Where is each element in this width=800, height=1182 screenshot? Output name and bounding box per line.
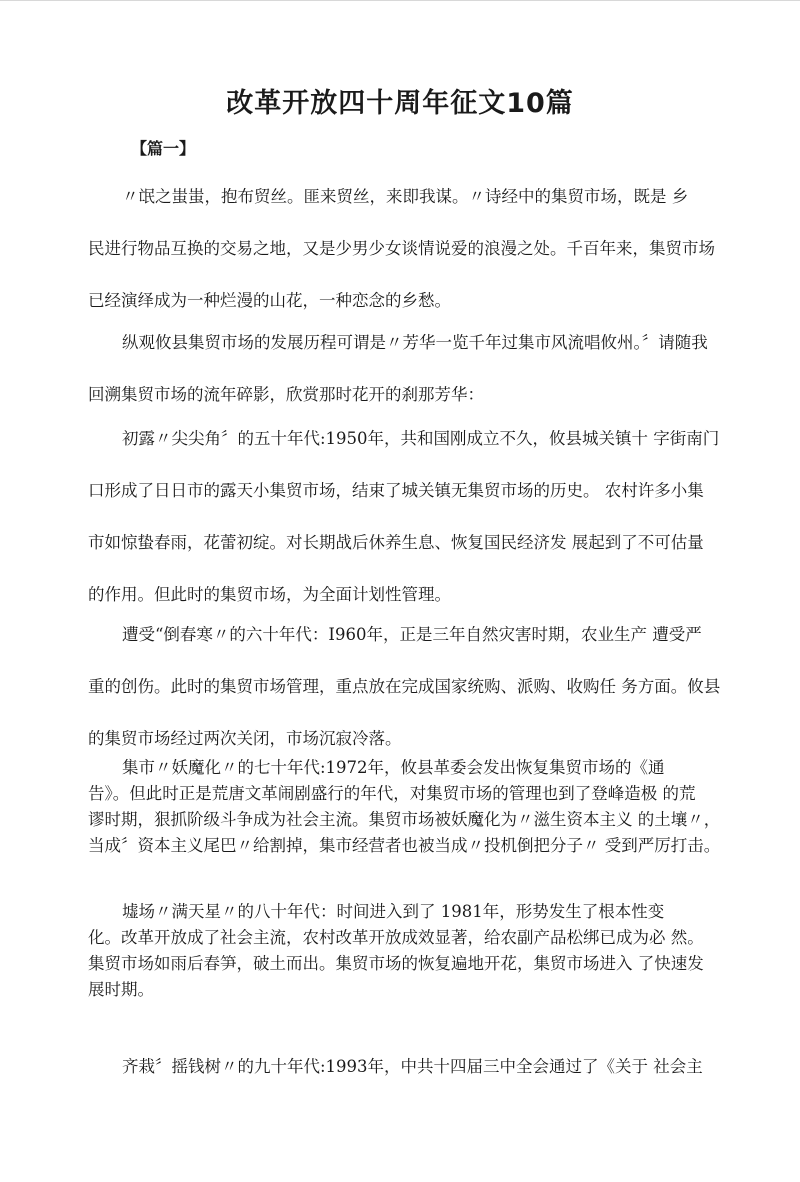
paragraph-5 [88,755,728,859]
text-line: 墟场〃满天星〃的八十年代：时间进入到了 1981年，形势发生了根本性变 [122,902,665,921]
paragraph-6 [88,899,728,1003]
text-line: 纵观攸县集贸市场的发展历程可谓是〃芳华一览千年过集市风流唱攸州。〞请随我 [122,333,708,352]
paragraph-3 [88,413,728,621]
paragraph-4 [88,609,728,765]
text-line: 告》。但此时正是荒唐文革闹剧盛行的年代，对集贸市场的管理也到了登峰造极 的荒 [88,784,696,803]
text-line: 齐栽〞摇钱树〃的九十年代:1993年，中共十四届三中全会通过了《关于 社会主 [122,1057,703,1076]
section-label: 【篇一】 [131,139,196,158]
text-line: 的集贸市场经过两次关闭，市场沉寂冷落。 [88,729,402,748]
text-line: 集市〃妖魔化〃的七十年代:1972年，攸县革委会发出恢复集贸市场的《通 [122,758,665,777]
paragraph-1 [88,171,728,327]
text-line: 谬时期，狠抓阶级斗争成为社会主流。集贸市场被妖魔化为〃滋生资本主义 的土壤〃， [88,810,721,829]
text-line: 当成〞资本主义尾巴〃给割掉，集市经营者也被当成〃投机倒把分子〃 受到严厉打击。 [88,836,721,855]
text-line: 遭受“倒春寒〃的六十年代：I960年，正是三年自然灾害时期，农业生产 遭受严 [122,625,702,644]
paragraph-7 [88,1041,728,1093]
text-line: 重的创伤。此时的集贸市场管理，重点放在完成国家统购、派购、收购任 务方面。攸县 [88,677,721,696]
text-line: 市如惊蛰春雨，花蕾初绽。对长期战后休养生息、恢复国民经济发 展起到了不可估量 [88,533,704,552]
text-line: 集贸市场如雨后春笋，破土而出。集贸市场的恢复遍地开花，集贸市场进入 了快速发 [88,954,704,973]
text-line: 初露〃尖尖角〞的五十年代:1950年，共和国刚成立不久，攸县城关镇十 字街南门 [122,429,720,448]
document-title: 改革开放四十周年征文10篇 [226,88,574,119]
text-line: 口形成了日日市的露天小集贸市场，结束了城关镇无集贸市场的历史。 农村许多小集 [88,481,704,500]
text-line: 回溯集贸市场的流年碎影，欣赏那时花开的刹那芳华： [88,385,484,404]
text-line: 〃氓之蚩蚩，抱布贸丝。匪来贸丝，来即我谋。〃诗经中的集贸市场，既是 乡 [122,187,689,206]
text-line: 化。改革开放成了社会主流，农村改革开放成效显著，给农副产品松绑已成为必 然。 [88,928,704,947]
text-line: 的作用。但此时的集贸市场，为全面计划性管理。 [88,585,451,604]
text-line: 已经演绎成为一种烂漫的山花，一种恋念的乡愁。 [88,291,451,310]
paragraph-2 [88,317,728,421]
text-line: 展时期。 [88,980,154,999]
text-line: 民进行物品互换的交易之地，又是少男少女谈情说爱的浪漫之处。千百年来，集贸市场 [88,239,715,258]
